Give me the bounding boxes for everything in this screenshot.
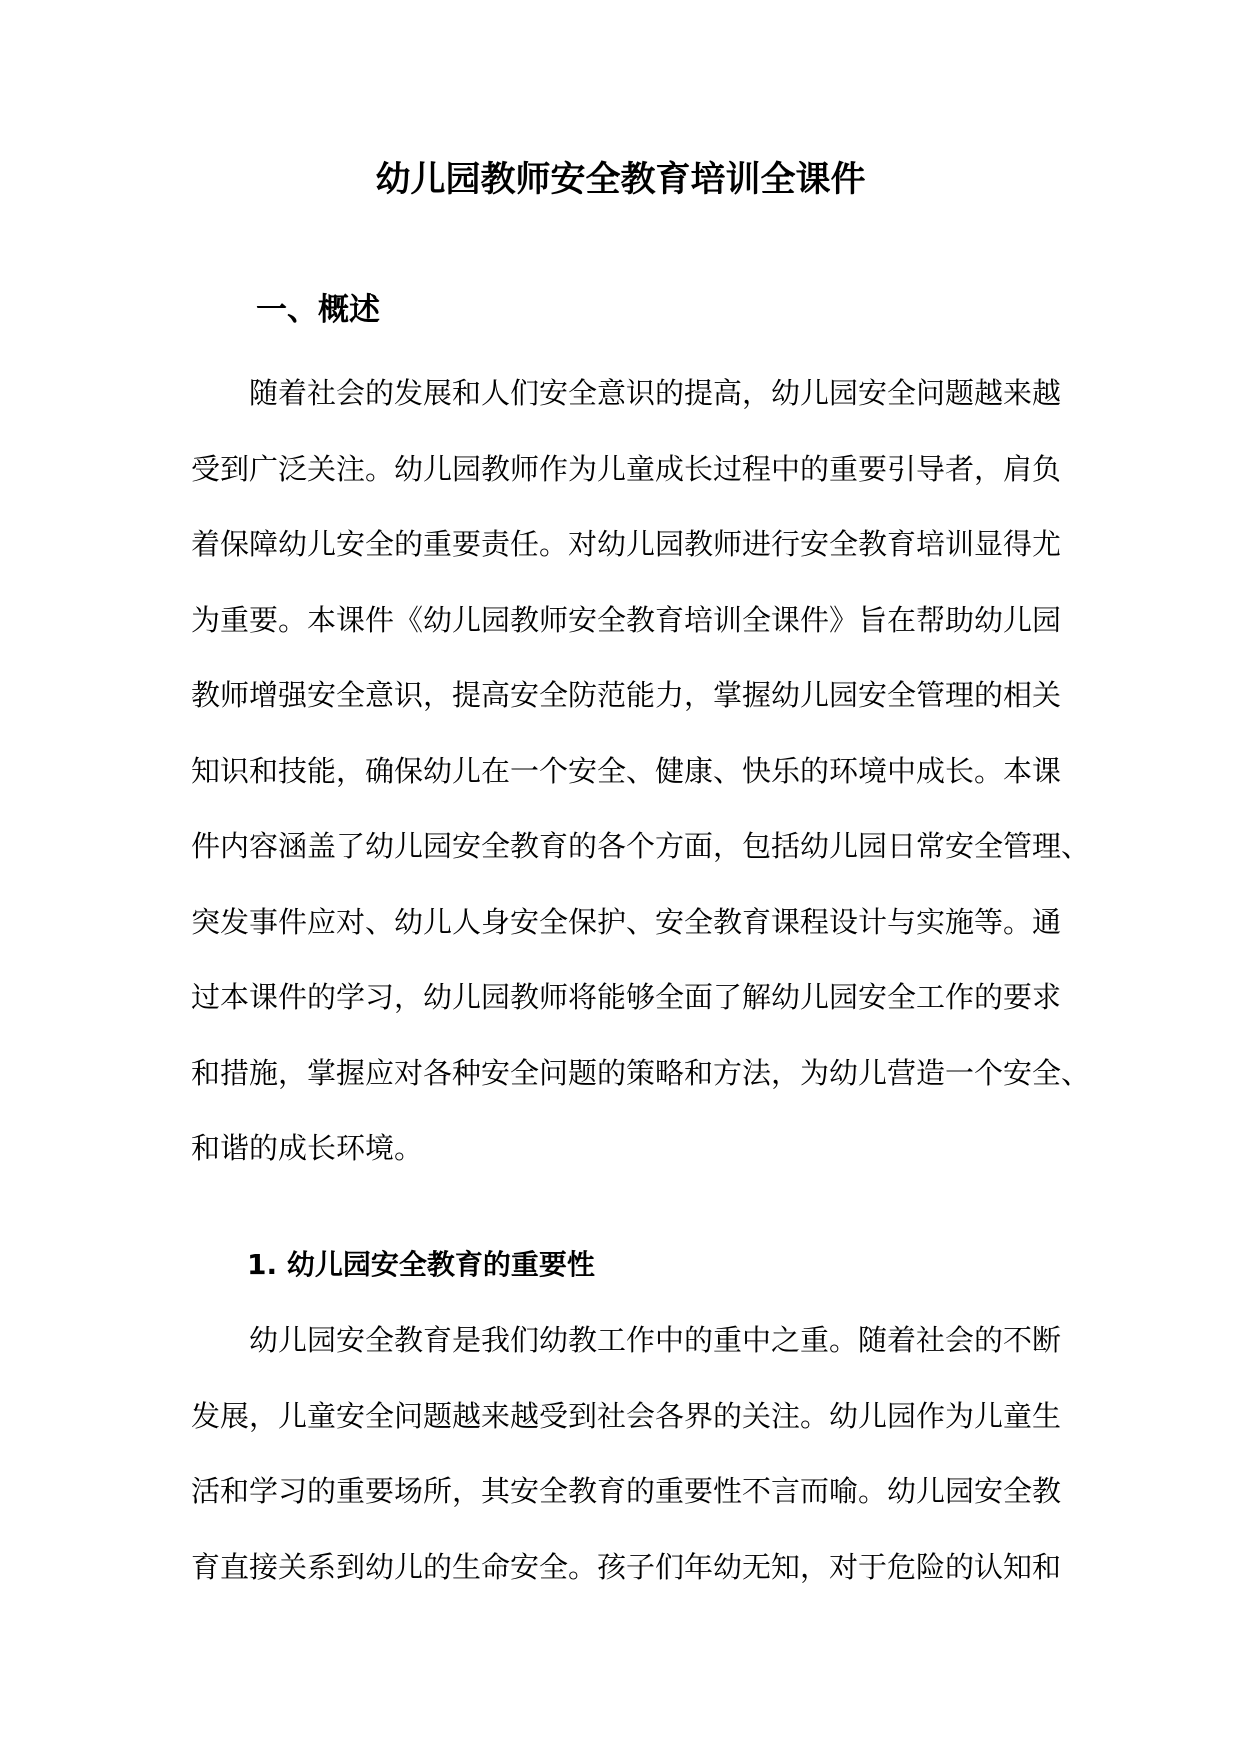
importance-paragraph (191, 1322, 1061, 1624)
paragraph-line: 发展，儿童安全问题越来越受到社会各界的关注。幼儿园作为儿童生 (191, 1398, 1062, 1433)
section-heading-overview: 一、概述 (256, 292, 380, 328)
paragraph-line: 着保障幼儿安全的重要责任。对幼儿园教师进行安全教育培训显得尤 (191, 527, 1062, 561)
paragraph-line: 件内容涵盖了幼儿园安全教育的各个方面，包括幼儿园日常安全管理、 (191, 829, 1091, 863)
paragraph-line: 教师增强安全意识，提高安全防范能力，掌握幼儿园安全管理的相关 (191, 678, 1062, 712)
paragraph-line: 幼儿园安全教育是我们幼教工作中的重中之重。随着社会的不断 (249, 1323, 1062, 1357)
paragraph-line: 随着社会的发展和人们安全意识的提高，幼儿园安全问题越来越 (249, 376, 1062, 410)
paragraph-line: 育直接关系到幼儿的生命安全。孩子们年幼无知，对于危险的认知和 (191, 1549, 1062, 1584)
paragraph-line: 突发事件应对、幼儿人身安全保护、安全教育课程设计与实施等。通 (191, 904, 1062, 939)
document-title: 幼儿园教师安全教育培训全课件 (375, 160, 866, 200)
paragraph-line: 过本课件的学习，幼儿园教师将能够全面了解幼儿园安全工作的要求 (191, 980, 1062, 1014)
paragraph-line: 知识和技能，确保幼儿在一个安全、健康、快乐的环境中成长。本课 (191, 753, 1062, 788)
paragraph-line: 为重要。本课件《幼儿园教师安全教育培训全课件》旨在帮助幼儿园 (191, 602, 1062, 637)
paragraph-line: 和谐的成长环境。 (191, 1131, 424, 1165)
overview-paragraph (191, 375, 1091, 1206)
paragraph-line: 活和学习的重要场所，其安全教育的重要性不言而喻。幼儿园安全教 (191, 1474, 1062, 1508)
subsection-heading-importance: 1. 幼儿园安全教育的重要性 (247, 1248, 595, 1281)
paragraph-line: 和措施，掌握应对各种安全问题的策略和方法，为幼儿营造一个安全、 (191, 1055, 1091, 1090)
paragraph-line: 受到广泛关注。幼儿园教师作为儿童成长过程中的重要引导者，肩负 (191, 451, 1062, 486)
